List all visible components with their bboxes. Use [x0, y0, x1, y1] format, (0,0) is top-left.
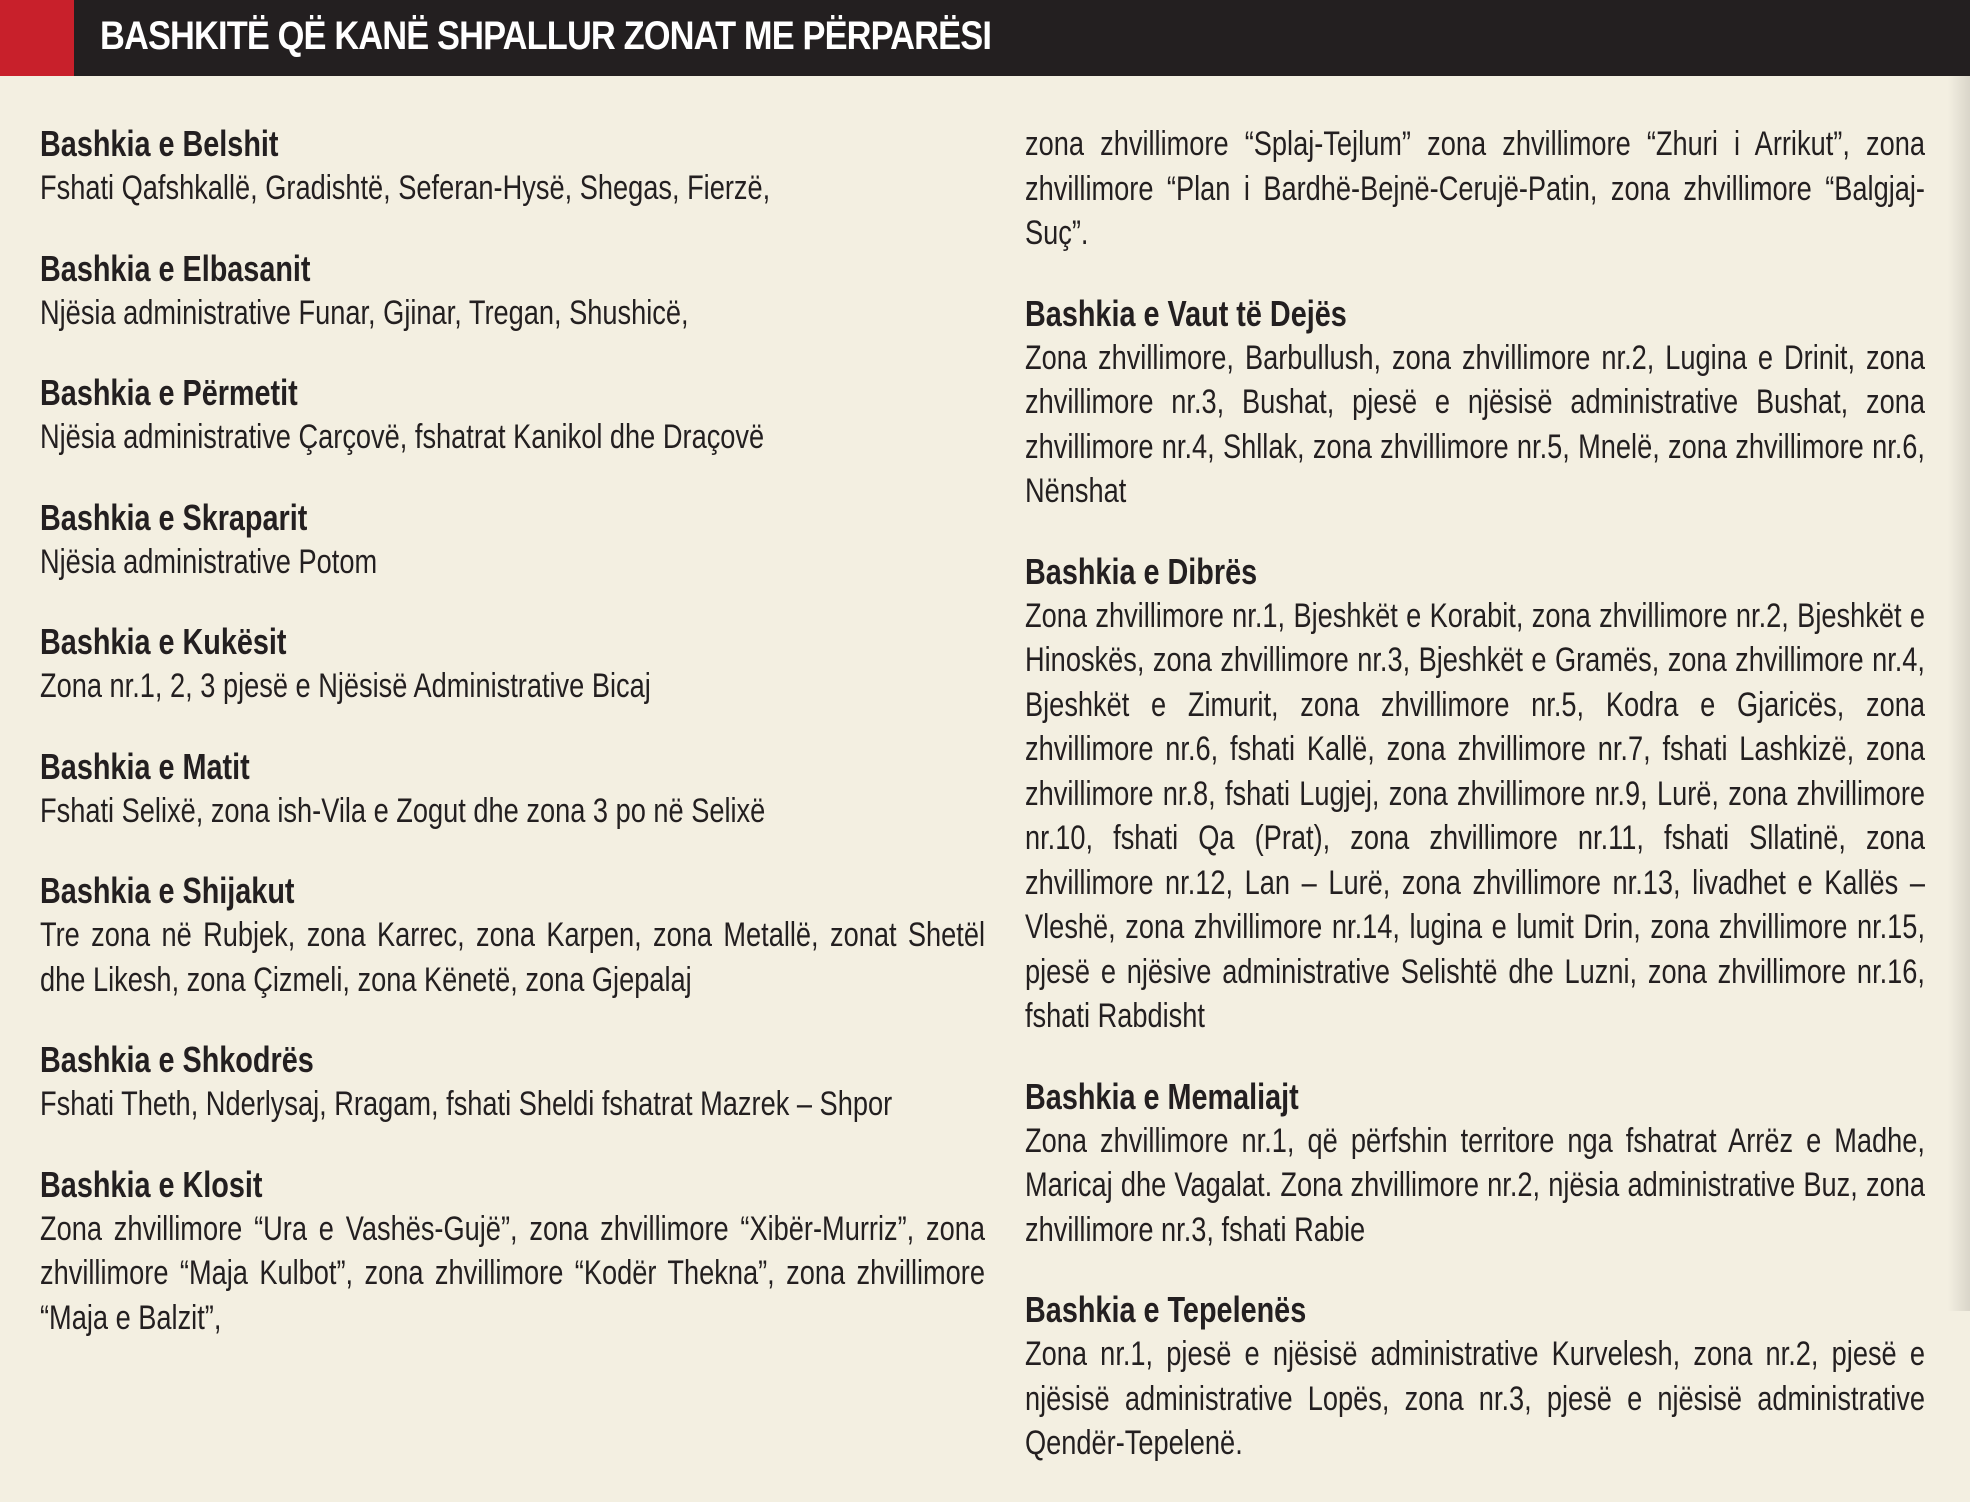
page-edge-shadow: [1948, 76, 1970, 1311]
entry-elbasani: [40, 247, 985, 336]
entry-text: Fshati Selixë, zona ish-Vila e Zogut dhe zona 3 po në Selixë: [40, 791, 766, 830]
entry-text: Fshati Theth, Nderlysaj, Rragam, fshati Sheldi fshatrat Mazrek – Shpor: [40, 1085, 893, 1123]
entry-permeti: [40, 371, 985, 460]
entry-skrapari: [40, 496, 985, 585]
entry-heading: Bashkia e Shijakut: [40, 870, 295, 911]
right-column: [1025, 122, 1925, 1502]
entry-heading: Bashkia e Memaliajt: [1025, 1075, 1299, 1117]
entry-text: Zona zhvillimore nr.1, Bjeshkët e Korabit, zona zhvillimore nr.2, Bjeshkët e Hinoskës, zona zhvillimore nr.3, Bjeshkët e Gramës, zona zhvillimore nr.4, Bjeshkët e Zimurit, zona zhvillimore nr.5, Kodra e Gjaricës, zona zhvillimore nr.6, fshati Kallë, zona zhvillimore nr.7, fshati Lashkizë, zona zhvillimore nr.8, fshati Lugjej, zona zhvillimore nr.9, Lurë, zona zhvillimore nr.10, fshati Qa (Prat), zona zhvillimore nr.11, fshati Sllatinë, zona zhvillimore nr.12, Lan – Lurë, zona zhvillimore nr.13, livadhet e Kallës – Vleshë, zona zhvillimore nr.14, lugina e lumit Drin, zona zhvillimore nr.15, pjesë e njësive administrative Selishtë dhe Luzni, zona zhvillimore nr.16, fshati Rabdisht: [1025, 596, 1925, 1035]
entry-heading: Bashkia e Elbasanit: [40, 247, 311, 289]
entry-heading: Bashkia e Dibrës: [1025, 550, 1258, 592]
entry-heading: Bashkia e Klosit: [40, 1163, 263, 1205]
entry-shijaku: [40, 869, 985, 1002]
entry-text: zona zhvillimore “Splaj-Tejlum” zona zhvillimore “Zhuri i Arrikut”, zona zhvillimore “Plan i Bardhë-Bejnë-Cerujë-Patin, zona zhvillimore “Balgjaj-Suç”.: [1025, 125, 1925, 252]
entry-heading: Bashkia e Belshit: [40, 123, 279, 164]
entry-heading: Bashkia e Vaut të Dejës: [1025, 292, 1347, 334]
entry-text: Njësia administrative Funar, Gjinar, Tregan, Shushicë,: [40, 293, 689, 332]
entry-heading: Bashkia e Tepelenës: [1025, 1289, 1307, 1330]
entry-heading: Bashkia e Përmetit: [40, 372, 298, 413]
entry-heading: Bashkia e Kukësit: [40, 621, 287, 662]
entry-klosi: [40, 1163, 985, 1341]
entry-text: Fshati Qafshkallë, Gradishtë, Seferan-Hysë, Shegas, Fierzë,: [40, 169, 771, 207]
entry-shkodra: [40, 1038, 985, 1127]
entry-memaliaj: [1025, 1075, 1925, 1253]
left-column: [40, 122, 985, 1376]
entry-text: Zona nr.1, 2, 3 pjesë e Njësisë Administrative Bicaj: [40, 667, 651, 705]
accent-block: [0, 0, 74, 76]
entry-text: Njësia administrative Potom: [40, 542, 378, 581]
entry-text: Zona zhvillimore, Barbullush, zona zhvillimore nr.2, Lugina e Drinit, zona zhvillimore nr.3, Bushat, pjesë e njësisë administrative Bushat, zona zhvillimore nr.4, Shllak, zona zhvillimore nr.5, Mnelë, zona zhvillimore nr.6, Nënshat: [1025, 338, 1925, 510]
entry-belshi: [40, 122, 985, 211]
header-bar: [0, 0, 1970, 76]
entry-text: Zona nr.1, pjesë e njësisë administrative Kurvelesh, zona nr.2, pjesë e njësisë administrative Lopës, zona nr.3, pjesë e njësisë administrative Qendër-Tepelenë.: [1025, 1335, 1925, 1462]
entry-mati: [40, 745, 985, 834]
entry-text: Zona zhvillimore nr.1, që përfshin territore nga fshatrat Arrëz e Madhe, Maricaj dhe Vagalat. Zona zhvillimore nr.2, njësia administrative Buz, zona zhvillimore nr.3, fshati Rabie: [1025, 1121, 1925, 1249]
entry-klosi-continuation: [1025, 122, 1925, 256]
entry-tepelena: [1025, 1288, 1925, 1466]
entry-dibra: [1025, 550, 1925, 1039]
page-title: BASHKITË QË KANË SHPALLUR ZONAT ME PËRPARËSI: [100, 14, 992, 58]
entry-text: Tre zona në Rubjek, zona Karrec, zona Karpen, zona Metallë, zonat Shetël dhe Likesh, zona Çizmeli, zona Kënetë, zona Gjepalaj: [40, 916, 985, 999]
entry-kukesi: [40, 620, 985, 709]
entry-vau-i-dejes: [1025, 292, 1925, 514]
entry-heading: Bashkia e Shkodrës: [40, 1039, 314, 1080]
entry-text: Njësia administrative Çarçovë, fshatrat Kanikol dhe Draçovë: [40, 418, 765, 456]
entry-text: Zona zhvillimore “Ura e Vashës-Gujë”, zona zhvillimore “Xibër-Murriz”, zona zhvillimore “Maja Kulbot”, zona zhvillimore “Kodër Thekna”, zona zhvillimore “Maja e Balzit”,: [40, 1209, 985, 1337]
entry-heading: Bashkia e Skraparit: [40, 496, 308, 538]
entry-heading: Bashkia e Matit: [40, 745, 250, 787]
